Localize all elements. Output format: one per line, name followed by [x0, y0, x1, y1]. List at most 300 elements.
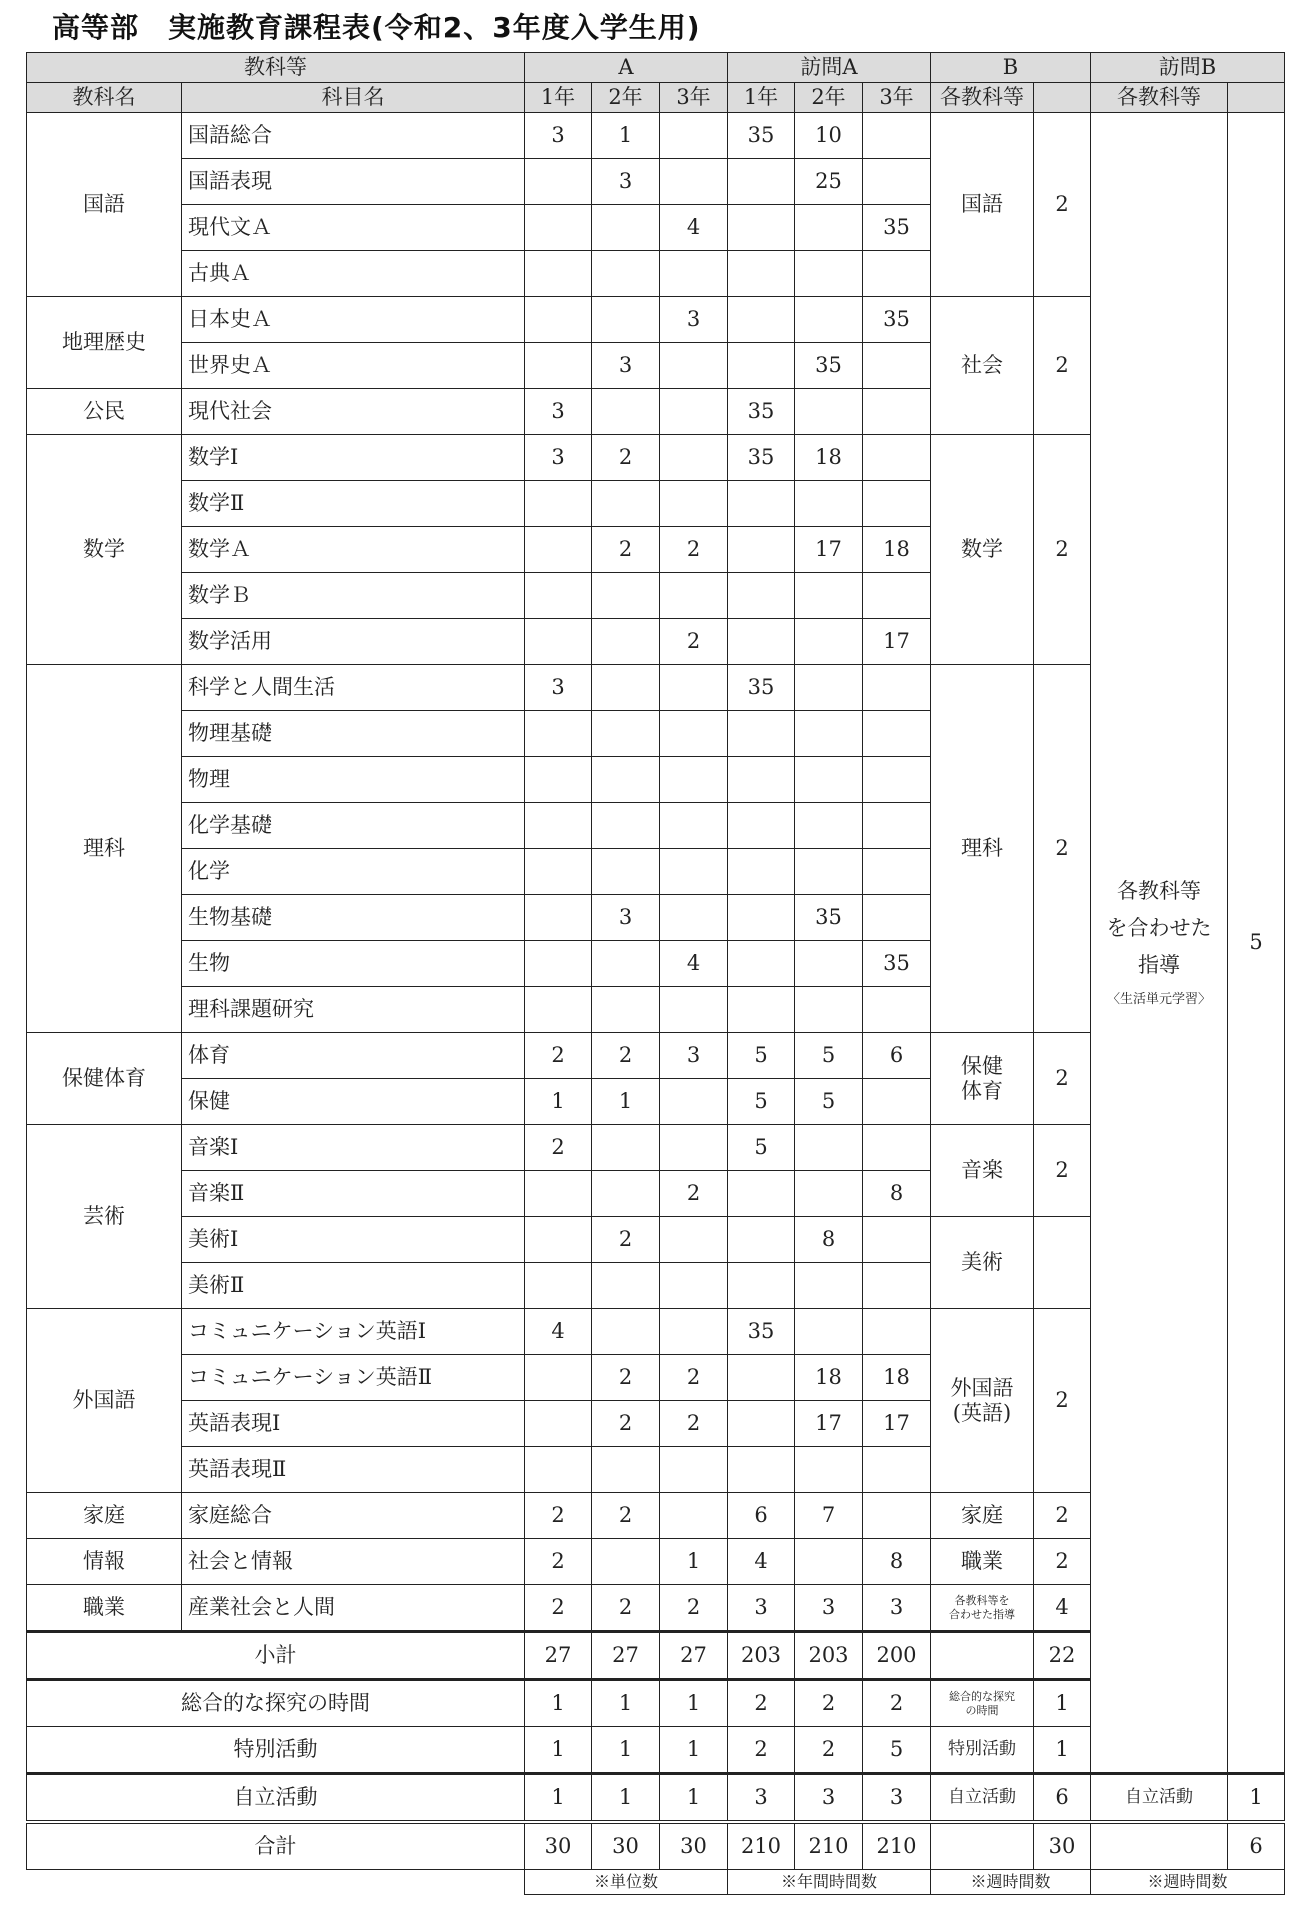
a-units [592, 573, 660, 619]
a-units: 2 [592, 1033, 660, 1079]
b-label-awase: 各教科等を 合わせた指導 [931, 1585, 1034, 1632]
subject-name: 化学基礎 [182, 803, 525, 849]
homon-a-hours: 3 [795, 1774, 863, 1823]
homon-a-hours [863, 1309, 931, 1355]
homon-a-hours [795, 297, 863, 343]
homon-a-hours: 8 [863, 1539, 931, 1585]
a-units [525, 895, 592, 941]
a-units: 3 [525, 113, 592, 159]
homon-a-hours [863, 665, 931, 711]
a-units: 2 [525, 1539, 592, 1585]
a-units: 2 [592, 1493, 660, 1539]
homon-a-hours: 2 [795, 1727, 863, 1774]
b-hours: 2 [1034, 665, 1091, 1033]
homon-a-hours: 3 [728, 1774, 795, 1823]
header-group-a: A [525, 53, 728, 83]
homon-a-hours [728, 1401, 795, 1447]
note-b: ※週時間数 [931, 1870, 1091, 1895]
summary-label-total: 合計 [27, 1822, 525, 1870]
homon-a-hours: 17 [863, 619, 931, 665]
subject-name: 音楽Ⅱ [182, 1171, 525, 1217]
a-units: 2 [592, 1585, 660, 1632]
b-label-gaikokugo: 外国語 (英語) [931, 1309, 1034, 1493]
subject-name: 科学と人間生活 [182, 665, 525, 711]
category-hoken: 保健体育 [27, 1033, 182, 1125]
a-units [592, 849, 660, 895]
a-units: 1 [660, 1539, 728, 1585]
a-units [660, 113, 728, 159]
a-units [592, 619, 660, 665]
homon-a-hours [863, 389, 931, 435]
a-units [592, 987, 660, 1033]
subject-name: 産業社会と人間 [182, 1585, 525, 1632]
a-units [592, 251, 660, 297]
homon-a-hours: 17 [863, 1401, 931, 1447]
header-grade: 1年 [525, 83, 592, 113]
a-units [660, 159, 728, 205]
a-units: 2 [660, 1171, 728, 1217]
a-units [660, 895, 728, 941]
category-joho: 情報 [27, 1539, 182, 1585]
homon-a-hours [863, 987, 931, 1033]
a-units: 30 [525, 1822, 592, 1870]
a-units: 2 [592, 1217, 660, 1263]
homon-a-hours: 2 [863, 1680, 931, 1727]
homon-a-hours [728, 159, 795, 205]
a-units: 4 [660, 941, 728, 987]
a-units [592, 1263, 660, 1309]
subject-name: 体育 [182, 1033, 525, 1079]
header-b-each: 各教科等 [931, 83, 1034, 113]
homon-a-hours: 35 [728, 665, 795, 711]
a-units [525, 481, 592, 527]
homon-a-hours [795, 665, 863, 711]
a-units [592, 205, 660, 251]
header-grade: 2年 [592, 83, 660, 113]
subject-name: 国語総合 [182, 113, 525, 159]
a-units: 3 [660, 1033, 728, 1079]
a-units [592, 1309, 660, 1355]
homon-a-hours [728, 987, 795, 1033]
homon-a-hours [728, 803, 795, 849]
a-units: 3 [592, 895, 660, 941]
header-kyokato: 教科等 [27, 53, 525, 83]
a-units: 1 [525, 1727, 592, 1774]
a-units: 2 [592, 435, 660, 481]
a-units [660, 1125, 728, 1171]
table-row [27, 83, 1285, 113]
b-label-tokkatsu: 特別活動 [931, 1727, 1034, 1774]
homon-a-hours: 18 [795, 435, 863, 481]
subject-name: 世界史Ａ [182, 343, 525, 389]
a-units [525, 573, 592, 619]
a-units [592, 1447, 660, 1493]
homon-a-hours [728, 1355, 795, 1401]
homon-a-hours [863, 1263, 931, 1309]
summary-label-subtotal: 小計 [27, 1632, 525, 1680]
category-rika: 理科 [27, 665, 182, 1033]
homon-a-hours: 5 [795, 1033, 863, 1079]
homon-a-hours: 8 [863, 1171, 931, 1217]
category-sugaku: 数学 [27, 435, 182, 665]
table-row [27, 1870, 1285, 1895]
header-homon-b-blank [1228, 83, 1285, 113]
category-geijutsu: 芸術 [27, 1125, 182, 1309]
summary-label-tokkatsu: 特別活動 [27, 1727, 525, 1774]
homon-a-hours [728, 205, 795, 251]
homon-a-hours: 18 [795, 1355, 863, 1401]
a-units [592, 711, 660, 757]
header-category: 教科名 [27, 83, 182, 113]
a-units [525, 619, 592, 665]
homon-a-hours: 5 [728, 1033, 795, 1079]
homon-a-hours [795, 941, 863, 987]
homon-a-hours [728, 757, 795, 803]
b-label-rika: 理科 [931, 665, 1034, 1033]
homon-a-hours: 6 [728, 1493, 795, 1539]
b-label-kokugo: 国語 [931, 113, 1034, 297]
a-units [660, 1217, 728, 1263]
homon-a-hours: 10 [795, 113, 863, 159]
homon-a-hours [728, 941, 795, 987]
subject-name: 現代文Ａ [182, 205, 525, 251]
subject-name: コミュニケーション英語Ⅰ [182, 1309, 525, 1355]
subject-name: 数学Ｂ [182, 573, 525, 619]
a-units: 2 [660, 619, 728, 665]
homon-b-total-blank [1091, 1822, 1228, 1870]
a-units: 27 [660, 1632, 728, 1680]
a-units: 1 [592, 1680, 660, 1727]
a-units [592, 1539, 660, 1585]
homon-a-hours [863, 159, 931, 205]
a-units: 2 [592, 1355, 660, 1401]
a-units: 1 [660, 1680, 728, 1727]
homon-a-hours: 210 [728, 1822, 795, 1870]
subject-name: 数学活用 [182, 619, 525, 665]
a-units: 3 [592, 159, 660, 205]
a-units: 1 [525, 1079, 592, 1125]
subject-name: 英語表現Ⅱ [182, 1447, 525, 1493]
a-units [592, 297, 660, 343]
homon-a-hours [795, 205, 863, 251]
homon-b-total-hours: 6 [1228, 1822, 1285, 1870]
b-label-total [931, 1822, 1034, 1870]
table-row [27, 113, 1285, 159]
a-units [525, 941, 592, 987]
table-row [27, 1822, 1285, 1870]
a-units [660, 803, 728, 849]
homon-a-hours [795, 1263, 863, 1309]
homon-a-hours [795, 573, 863, 619]
a-units: 1 [592, 1727, 660, 1774]
homon-a-hours [795, 711, 863, 757]
category-komin: 公民 [27, 389, 182, 435]
homon-a-hours: 35 [728, 1309, 795, 1355]
a-units [660, 665, 728, 711]
subject-name: 現代社会 [182, 389, 525, 435]
b-label-jiritsu: 自立活動 [931, 1774, 1034, 1823]
note-a: ※単位数 [525, 1870, 728, 1895]
a-units: 2 [660, 1355, 728, 1401]
subject-name: 美術Ⅰ [182, 1217, 525, 1263]
homon-a-hours [863, 1125, 931, 1171]
b-label-shakai: 社会 [931, 297, 1034, 435]
table-body [27, 53, 1285, 1895]
a-units [660, 481, 728, 527]
b-hours: 2 [1034, 1493, 1091, 1539]
a-units [592, 1171, 660, 1217]
subject-name: 保健 [182, 1079, 525, 1125]
a-units [525, 1447, 592, 1493]
a-units [660, 987, 728, 1033]
homon-a-hours: 210 [863, 1822, 931, 1870]
a-units [660, 573, 728, 619]
homon-a-hours [728, 527, 795, 573]
a-units [592, 941, 660, 987]
homon-a-hours [863, 573, 931, 619]
homon-a-hours: 210 [795, 1822, 863, 1870]
note-homon-b: ※週時間数 [1091, 1870, 1285, 1895]
a-units [525, 159, 592, 205]
b-label-katei: 家庭 [931, 1493, 1034, 1539]
homon-a-hours: 5 [728, 1079, 795, 1125]
a-units [592, 389, 660, 435]
b-hours: 2 [1034, 1125, 1091, 1217]
homon-a-hours [728, 895, 795, 941]
a-units: 1 [592, 1079, 660, 1125]
subject-name: 家庭総合 [182, 1493, 525, 1539]
homon-a-hours [728, 251, 795, 297]
homon-b-merged: 各教科等 を合わせた 指導 〈生活単元学習〉 [1091, 113, 1228, 1774]
b-label-sugaku: 数学 [931, 435, 1034, 665]
a-units [525, 803, 592, 849]
a-units: 30 [592, 1822, 660, 1870]
b-label-hoken: 保健 体育 [931, 1033, 1034, 1125]
header-group-homon-a: 訪問A [728, 53, 931, 83]
homon-a-hours: 3 [728, 1585, 795, 1632]
homon-b-merged-hours: 5 [1228, 113, 1285, 1774]
a-units [525, 1217, 592, 1263]
a-units [525, 1263, 592, 1309]
subject-name: 化学 [182, 849, 525, 895]
homon-a-hours: 5 [863, 1727, 931, 1774]
a-units: 2 [592, 1401, 660, 1447]
category-kokugo: 国語 [27, 113, 182, 297]
a-units [525, 1401, 592, 1447]
homon-a-hours: 35 [728, 389, 795, 435]
subject-name: 美術Ⅱ [182, 1263, 525, 1309]
header-subject: 科目名 [182, 83, 525, 113]
a-units [660, 1079, 728, 1125]
a-units: 1 [525, 1680, 592, 1727]
homon-a-hours: 2 [795, 1680, 863, 1727]
b-hours: 2 [1034, 113, 1091, 297]
category-shokugyo: 職業 [27, 1585, 182, 1632]
header-grade: 1年 [728, 83, 795, 113]
homon-a-hours [863, 1493, 931, 1539]
b-label-bijutsu: 美術 [931, 1217, 1034, 1309]
homon-a-hours [728, 573, 795, 619]
homon-a-hours [728, 343, 795, 389]
a-units [660, 849, 728, 895]
a-units [525, 987, 592, 1033]
homon-a-hours [795, 849, 863, 895]
homon-a-hours: 2 [728, 1680, 795, 1727]
a-units: 3 [660, 297, 728, 343]
a-units [592, 757, 660, 803]
header-group-homon-b: 訪問B [1091, 53, 1285, 83]
a-units: 2 [660, 1585, 728, 1632]
b-hours: 22 [1034, 1632, 1091, 1680]
homon-a-hours [795, 1171, 863, 1217]
a-units: 3 [592, 343, 660, 389]
a-units [525, 1355, 592, 1401]
a-units [525, 251, 592, 297]
homon-a-hours: 25 [795, 159, 863, 205]
homon-a-hours [728, 711, 795, 757]
homon-a-hours [795, 987, 863, 1033]
header-homon-b-each: 各教科等 [1091, 83, 1228, 113]
homon-a-hours [863, 435, 931, 481]
homon-a-hours: 3 [795, 1585, 863, 1632]
subject-name: 物理基礎 [182, 711, 525, 757]
a-units: 3 [525, 435, 592, 481]
a-units: 2 [660, 527, 728, 573]
homon-a-hours: 8 [795, 1217, 863, 1263]
homon-b-jiritsu-label: 自立活動 [1091, 1774, 1228, 1823]
header-grade: 3年 [863, 83, 931, 113]
b-hours: 2 [1034, 297, 1091, 435]
homon-a-hours [795, 1539, 863, 1585]
a-units [660, 1309, 728, 1355]
a-units [525, 527, 592, 573]
homon-a-hours: 35 [863, 941, 931, 987]
a-units: 1 [660, 1774, 728, 1823]
table-row [27, 53, 1285, 83]
a-units: 4 [660, 205, 728, 251]
a-units: 2 [592, 527, 660, 573]
category-gaikokugo: 外国語 [27, 1309, 182, 1493]
b-hours: 30 [1034, 1822, 1091, 1870]
a-units: 30 [660, 1822, 728, 1870]
homon-a-hours [795, 803, 863, 849]
homon-a-hours [728, 1217, 795, 1263]
a-units [660, 757, 728, 803]
homon-a-hours: 203 [795, 1632, 863, 1680]
subject-name: 音楽Ⅰ [182, 1125, 525, 1171]
subject-name: 生物基礎 [182, 895, 525, 941]
homon-a-hours [728, 849, 795, 895]
category-katei: 家庭 [27, 1493, 182, 1539]
homon-a-hours [728, 297, 795, 343]
a-units: 27 [525, 1632, 592, 1680]
subject-name: 社会と情報 [182, 1539, 525, 1585]
homon-a-hours: 18 [863, 1355, 931, 1401]
b-hours: 1 [1034, 1680, 1091, 1727]
homon-a-hours [795, 389, 863, 435]
subject-name: コミュニケーション英語Ⅱ [182, 1355, 525, 1401]
homon-a-hours [863, 481, 931, 527]
subject-name: 国語表現 [182, 159, 525, 205]
homon-a-hours [863, 251, 931, 297]
a-units [592, 803, 660, 849]
a-units [660, 1493, 728, 1539]
homon-a-hours: 2 [728, 1727, 795, 1774]
b-hours [1034, 1217, 1091, 1309]
a-units [525, 711, 592, 757]
homon-a-hours [863, 1447, 931, 1493]
homon-a-hours: 3 [863, 1585, 931, 1632]
homon-a-hours [728, 619, 795, 665]
a-units [525, 1171, 592, 1217]
table-row [27, 1774, 1285, 1823]
a-units [660, 251, 728, 297]
homon-a-hours [863, 895, 931, 941]
curriculum-table [26, 52, 1285, 1895]
a-units [592, 481, 660, 527]
b-hours: 6 [1034, 1774, 1091, 1823]
subject-name: 英語表現Ⅰ [182, 1401, 525, 1447]
homon-a-hours: 5 [795, 1079, 863, 1125]
a-units: 1 [660, 1727, 728, 1774]
a-units: 2 [525, 1493, 592, 1539]
homon-a-hours [863, 849, 931, 895]
homon-a-hours [795, 481, 863, 527]
a-units [525, 297, 592, 343]
homon-a-hours [795, 1125, 863, 1171]
homon-a-hours: 4 [728, 1539, 795, 1585]
homon-a-hours: 203 [728, 1632, 795, 1680]
homon-a-hours [863, 113, 931, 159]
a-units: 4 [525, 1309, 592, 1355]
subject-name: 日本史Ａ [182, 297, 525, 343]
homon-a-hours: 35 [728, 435, 795, 481]
homon-a-hours: 17 [795, 527, 863, 573]
a-units: 1 [592, 1774, 660, 1823]
homon-a-hours [795, 619, 863, 665]
homon-a-hours: 35 [863, 205, 931, 251]
homon-a-hours: 35 [728, 113, 795, 159]
homon-a-hours [728, 481, 795, 527]
summary-label-sogo: 総合的な探究の時間 [27, 1680, 525, 1727]
homon-a-hours [863, 1217, 931, 1263]
a-units: 1 [525, 1774, 592, 1823]
a-units [660, 435, 728, 481]
header-b-blank [1034, 83, 1091, 113]
a-units: 2 [660, 1401, 728, 1447]
b-hours: 2 [1034, 1033, 1091, 1125]
a-units [660, 1263, 728, 1309]
b-hours: 2 [1034, 1539, 1091, 1585]
b-label-subtotal [931, 1632, 1034, 1680]
a-units [660, 389, 728, 435]
a-units [660, 1447, 728, 1493]
a-units [592, 1125, 660, 1171]
subject-name: 数学Ⅱ [182, 481, 525, 527]
a-units: 3 [525, 389, 592, 435]
subject-name: 物理 [182, 757, 525, 803]
a-units: 2 [525, 1585, 592, 1632]
homon-a-hours [863, 757, 931, 803]
summary-label-jiritsu: 自立活動 [27, 1774, 525, 1823]
a-units: 1 [592, 113, 660, 159]
category-chiri: 地理歴史 [27, 297, 182, 389]
homon-a-hours [728, 1171, 795, 1217]
homon-a-hours: 18 [863, 527, 931, 573]
homon-a-hours [863, 711, 931, 757]
subject-name: 理科課題研究 [182, 987, 525, 1033]
a-units: 27 [592, 1632, 660, 1680]
